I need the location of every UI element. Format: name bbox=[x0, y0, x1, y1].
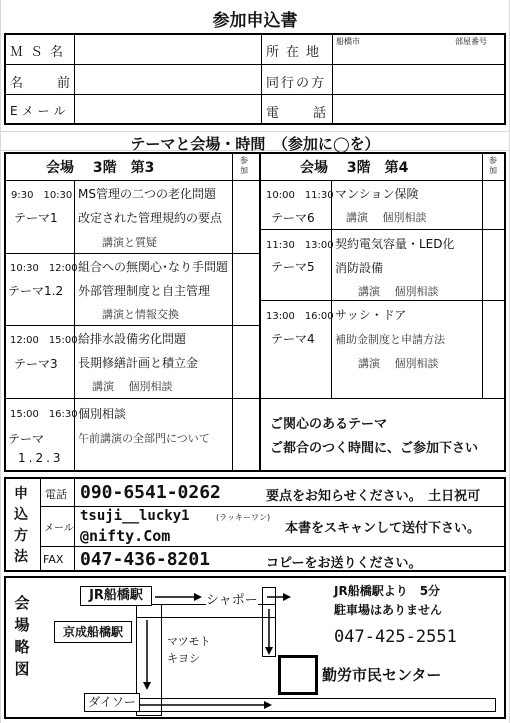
apply-mail-note: 本書をスキャンして送付下さい。 bbox=[285, 521, 481, 536]
apply-mail-domain[interactable]: @nifty.Com bbox=[80, 527, 171, 545]
session-theme: テーマ4 bbox=[271, 332, 315, 346]
map-kiyoshi: キヨシ bbox=[167, 652, 200, 665]
apply-mail-label: メール bbox=[44, 523, 74, 534]
session-theme: テーマ1 bbox=[14, 211, 58, 225]
apply-method-label: 申 込 方 法 bbox=[14, 486, 28, 565]
session-topic: 午前講演の全部門について bbox=[78, 432, 210, 445]
session-topic: 補助金制度と申請方法 bbox=[335, 333, 445, 346]
session-theme: テーマ5 bbox=[271, 260, 315, 274]
map-center-phone[interactable]: 047-425-2551 bbox=[334, 627, 457, 647]
session-topic: マンション保険 bbox=[335, 187, 419, 201]
map-jr-station: JR船橋駅 bbox=[80, 586, 152, 606]
email-label: Eメール bbox=[10, 104, 70, 118]
session-time: 10:30 12:00 bbox=[10, 263, 78, 274]
map-keisei-station: 京成船橋駅 bbox=[54, 621, 132, 643]
map-shapo: シャポー bbox=[206, 589, 258, 608]
arrow-head bbox=[265, 647, 273, 655]
session-time: 15:00 16:30 bbox=[10, 409, 78, 420]
session-theme: テーマ6 bbox=[271, 211, 315, 225]
map-walk-time: JR船橋駅より 5分 bbox=[334, 584, 441, 598]
session-theme: テーマ bbox=[8, 432, 45, 446]
session-format: 講演 個別相談 bbox=[92, 380, 173, 393]
session-format: 講演と情報交換 bbox=[102, 308, 179, 321]
center-building-icon bbox=[278, 655, 318, 695]
session-format: 講演 個別相談 bbox=[358, 285, 439, 298]
phone-label: 電話 bbox=[266, 106, 361, 121]
interest-note: ご関心のあるテーマ bbox=[270, 417, 388, 432]
map-matsumoto: マツモト bbox=[167, 635, 211, 648]
right-venue-label: 会場 3階 第4 bbox=[300, 160, 409, 176]
session-topic: 改定された管理規約の要点 bbox=[78, 211, 223, 225]
apply-fax-note: コピーをお送りください。 bbox=[266, 556, 422, 571]
apply-phone-number[interactable]: 090-6541-0262 bbox=[80, 482, 221, 503]
section-title: テーマと会場・時間 （参加に◯を） bbox=[130, 135, 380, 153]
map-daiso: ダイソー bbox=[84, 693, 140, 712]
apply-fax-label: FAX bbox=[43, 553, 64, 566]
interest-note: ご都合のつく時間に、ご参加下さい bbox=[270, 441, 479, 456]
name-label: 名前 bbox=[10, 76, 105, 91]
left-venue-label: 会場 3階 第3 bbox=[46, 160, 155, 176]
apply-fax-number[interactable]: 047-436-8201 bbox=[80, 549, 211, 570]
session-topic: 外部管理制度と自主管理 bbox=[78, 284, 211, 298]
session-theme-numbers: 1.2.3 bbox=[18, 451, 64, 465]
session-topic: 組合への無関心･なり手問題 bbox=[78, 260, 229, 274]
apply-phone-label: 電話 bbox=[45, 488, 67, 501]
session-topic: 契約電気容量・LED化 bbox=[335, 237, 455, 251]
map-parking-note: 駐車場はありません bbox=[334, 603, 443, 617]
address-hint: 船橋市 bbox=[336, 37, 360, 46]
left-join-header: 参加 bbox=[240, 156, 248, 175]
session-format: 講演と質疑 bbox=[102, 236, 157, 249]
session-theme: テーマ1.2 bbox=[8, 284, 64, 298]
session-topic: 個別相談 bbox=[78, 407, 127, 421]
arrow-head bbox=[283, 593, 291, 601]
session-format: 講演 個別相談 bbox=[346, 211, 427, 224]
session-theme: テーマ3 bbox=[14, 357, 58, 371]
map-label: 会 場 略 図 bbox=[14, 594, 30, 678]
room-number-hint: 部屋番号 bbox=[455, 37, 487, 46]
session-topic: MS管理の二つの老化問題 bbox=[78, 187, 216, 201]
session-time: 9:30 10:30 bbox=[11, 190, 73, 201]
arrow-head bbox=[264, 701, 272, 709]
session-time: 11:30 13:00 bbox=[266, 240, 334, 251]
address-label: 所在地 bbox=[266, 45, 327, 60]
apply-mail-user[interactable]: tsuji__lucky1 bbox=[80, 508, 190, 524]
apply-mail-reading: (ラッキーワン) bbox=[216, 513, 271, 522]
session-time: 12:00 15:00 bbox=[10, 335, 78, 346]
apply-phone-note: 要点をお知らせください。 土日祝可 bbox=[266, 489, 481, 504]
session-topic: サッシ・ドア bbox=[335, 308, 407, 322]
session-time: 10:00 11:30 bbox=[266, 190, 334, 201]
session-format: 講演 個別相談 bbox=[358, 357, 439, 370]
companion-label: 同行の方 bbox=[266, 76, 327, 91]
session-topic: 長期修繕計画と積立金 bbox=[78, 356, 199, 370]
right-join-header: 参加 bbox=[489, 156, 497, 175]
arrow-head bbox=[194, 593, 202, 601]
arrow-head bbox=[143, 682, 151, 690]
ms-name-label: ＭＳ名 bbox=[10, 45, 71, 60]
session-topic: 消防設備 bbox=[335, 261, 384, 275]
map-center-name: 勤労市民センター bbox=[322, 666, 442, 684]
page-title: 参加申込書 bbox=[212, 11, 298, 31]
session-time: 13:00 16:00 bbox=[266, 311, 334, 322]
session-topic: 給排水設備劣化問題 bbox=[78, 332, 187, 346]
